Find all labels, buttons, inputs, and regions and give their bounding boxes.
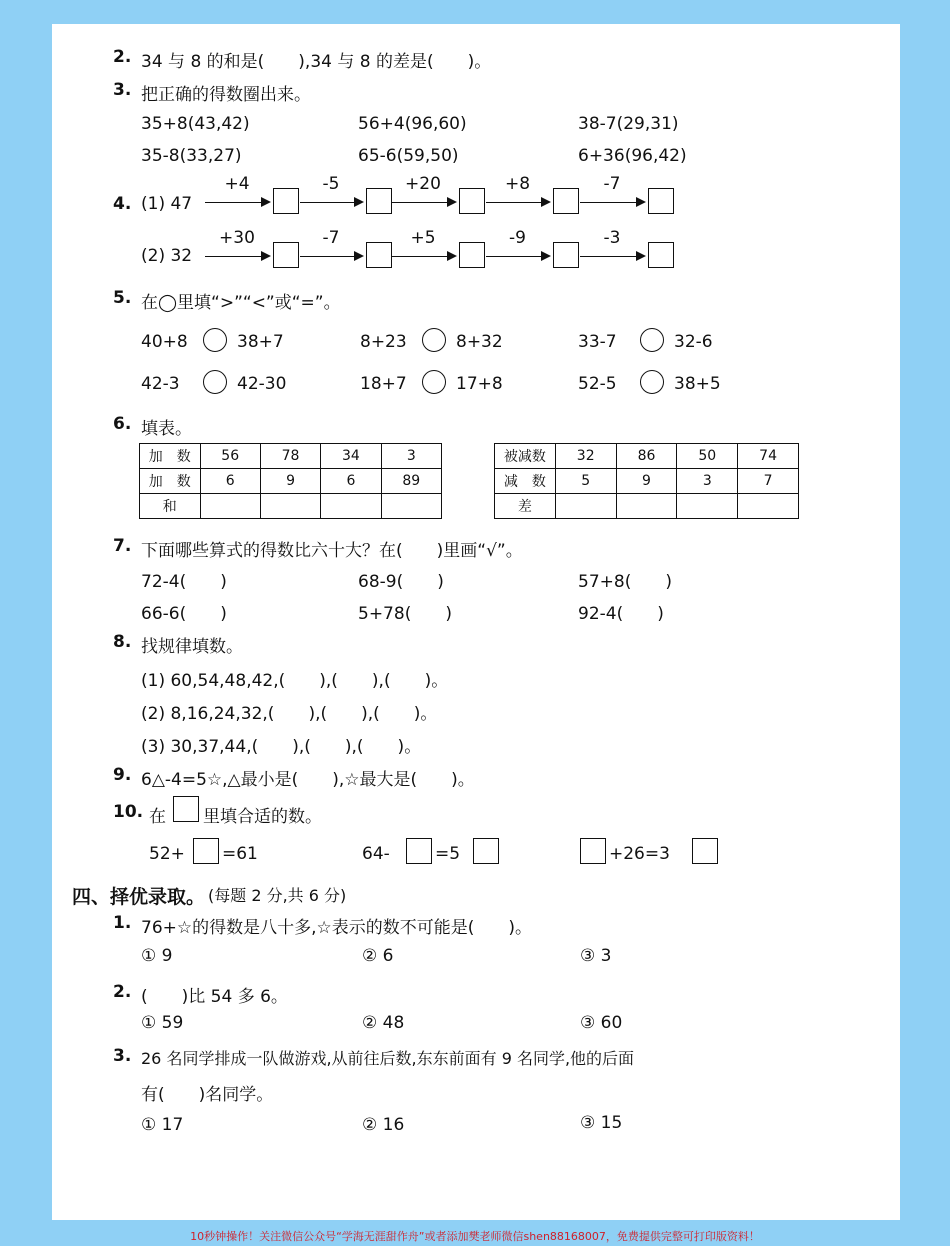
q2-text: 34 与 8 的和是( ),34 与 8 的差是( )。 [141,52,492,72]
q7-item: 92-4( ) [578,604,664,624]
s4q1-option: ③ 3 [580,946,612,966]
q8-row: (3) 30,37,44,( ),( ),( )。 [141,737,422,757]
q4-answer-box[interactable] [366,188,392,214]
s4q2-option: ② 48 [362,1013,405,1033]
table-cell: 6 [321,469,381,494]
table-cell[interactable] [555,494,616,519]
table-cell: 78 [260,444,320,469]
table-cell: 9 [260,469,320,494]
s4q1-text: 76+☆的得数是八十多,☆表示的数不可能是( )。 [141,918,533,938]
q5-compare-circle[interactable] [640,370,664,394]
table-cell[interactable] [738,494,799,519]
q5-left-expression: 8+23 [360,332,407,352]
table-cell[interactable] [321,494,381,519]
q8-number: 8. [113,632,132,652]
q10-eq3-mid: +26=3 [609,844,670,864]
table-cell[interactable] [260,494,320,519]
q3-number: 3. [113,80,132,100]
table-cell: 56 [200,444,260,469]
table-header-cell: 加 数 [140,469,201,494]
q10-eq3-box-b[interactable] [692,838,718,864]
subtraction-table [494,443,799,519]
q3-item: 65-6(59,50) [358,146,459,166]
table-cell: 50 [677,444,738,469]
q3-item: 35+8(43,42) [141,114,250,134]
table-cell[interactable] [677,494,738,519]
q7-item: 72-4( ) [141,572,227,592]
table-cell: 74 [738,444,799,469]
s4q3-line1: 26 名同学排成一队做游戏,从前往后数,东东前面有 9 名同学,他的后面 [141,1049,635,1068]
q4-arrow [486,256,549,257]
table-cell[interactable] [381,494,441,519]
q8-row: (2) 8,16,24,32,( ),( ),( )。 [141,704,438,724]
addition-table [139,443,442,519]
q4-number: 4. [113,194,132,214]
q5-right-expression: 38+7 [237,332,284,352]
q10-eq3-box-a[interactable] [580,838,606,864]
q4-answer-box[interactable] [273,188,299,214]
q10-eq2-mid: =5 [435,844,461,864]
q4-row2-start: (2) 32 [141,246,193,266]
q4-arrow [205,202,269,203]
table-row [140,469,442,494]
section4-note: (每题 2 分,共 6 分) [208,886,347,905]
q5-compare-circle[interactable] [203,370,227,394]
s4q3-option: ③ 15 [580,1113,623,1133]
q5-right-expression: 17+8 [456,374,503,394]
q4-arrow [391,202,455,203]
table-row [495,494,799,519]
q4-answer-box[interactable] [648,242,674,268]
s4q1-option: ① 9 [141,946,173,966]
q5-left-expression: 52-5 [578,374,617,394]
q7-item: 5+78( ) [358,604,452,624]
q10-eq2-box-a[interactable] [406,838,432,864]
footer-notice: 10秒钟操作！关注微信公众号“学海无涯甜作舟”或者添加樊老师微信shen88168007，免费提供完整可打印版资料！ [190,1230,760,1243]
table-row [495,469,799,494]
s4q2-text: ( )比 54 多 6。 [141,987,288,1007]
table-cell: 89 [381,469,441,494]
q3-item: 56+4(96,60) [358,114,467,134]
q4-operation-label: +5 [410,228,436,248]
s4q1-number: 1. [113,913,132,933]
q4-arrow [580,256,644,257]
q4-operation-label: -7 [322,228,340,248]
q5-left-expression: 40+8 [141,332,188,352]
q5-left-expression: 42-3 [141,374,180,394]
q6-number: 6. [113,414,132,434]
q4-operation-label: +4 [224,174,250,194]
q4-operation-label: -9 [509,228,526,248]
table-row [495,444,799,469]
table-header-cell: 被减数 [495,444,556,469]
table-header-cell: 差 [495,494,556,519]
q10-eq1-post: =61 [222,844,258,864]
q7-title: 下面哪些算式的得数比六十大？在( )里画“√”。 [141,541,523,561]
q4-operation-label: -7 [603,174,621,194]
q4-arrow [486,202,549,203]
table-header-cell: 和 [140,494,201,519]
q10-title-pre: 在 [149,807,166,827]
q7-item: 57+8( ) [578,572,672,592]
q4-answer-box[interactable] [459,188,485,214]
q4-answer-box[interactable] [273,242,299,268]
q5-number: 5. [113,288,132,308]
q5-right-expression: 32-6 [674,332,713,352]
q7-number: 7. [113,536,132,556]
s4q3-number: 3. [113,1046,132,1066]
s4q2-option: ③ 60 [580,1013,623,1033]
q5-right-expression: 38+5 [674,374,721,394]
table-cell: 6 [200,469,260,494]
q5-left-expression: 18+7 [360,374,407,394]
table-row [140,494,442,519]
q3-item: 35-8(33,27) [141,146,242,166]
q4-operation-label: +30 [219,228,255,248]
section4-title: 四、择优录取。 [72,886,206,908]
q4-arrow [391,256,455,257]
q4-arrow [205,256,269,257]
table-header-cell: 减 数 [495,469,556,494]
table-cell[interactable] [200,494,260,519]
q10-eq2-pre: 64- [362,844,390,864]
table-cell: 34 [321,444,381,469]
q4-row1-start: (1) 47 [141,194,193,214]
q10-title-post: 里填合适的数。 [203,807,322,827]
q5-right-expression: 8+32 [456,332,503,352]
q10-eq1-box[interactable] [193,838,219,864]
q4-answer-box[interactable] [459,242,485,268]
s4q3-option: ② 16 [362,1115,405,1135]
q4-arrow [300,256,362,257]
q9-text: 6△-4=5☆,△最小是( ),☆最大是( )。 [141,770,475,790]
table-cell: 9 [616,469,677,494]
q9-number: 9. [113,765,132,785]
q5-left-expression: 33-7 [578,332,617,352]
table-cell: 3 [677,469,738,494]
q5-compare-circle[interactable] [422,370,446,394]
q10-number: 10. [113,802,144,822]
q4-answer-box[interactable] [553,242,579,268]
q5-compare-circle[interactable] [640,328,664,352]
q6-title: 填表。 [141,419,192,439]
table-header-cell: 加 数 [140,444,201,469]
q10-eq1-pre: 52+ [149,844,185,864]
table-cell: 86 [616,444,677,469]
q5-compare-circle[interactable] [422,328,446,352]
q7-item: 66-6( ) [141,604,227,624]
q4-operation-label: +20 [405,174,441,194]
q5-compare-circle[interactable] [203,328,227,352]
s4q2-number: 2. [113,982,132,1002]
q10-eq2-box-b[interactable] [473,838,499,864]
q8-title: 找规律填数。 [141,637,243,657]
s4q3-line2: 有( )名同学。 [141,1085,274,1105]
q3-item: 6+36(96,42) [578,146,687,166]
table-cell: 3 [381,444,441,469]
q5-title: 在◯里填“>”“<”或“=”。 [141,293,341,313]
s4q2-option: ① 59 [141,1013,184,1033]
q4-answer-box[interactable] [648,188,674,214]
s4q1-option: ② 6 [362,946,394,966]
q8-row: (1) 60,54,48,42,( ),( ),( )。 [141,671,449,691]
q3-title: 把正确的得数圈出来。 [141,85,311,105]
table-cell[interactable] [616,494,677,519]
q4-operation-label: +8 [504,174,531,194]
q4-answer-box[interactable] [553,188,579,214]
table-cell: 7 [738,469,799,494]
q4-answer-box[interactable] [366,242,392,268]
table-cell: 32 [555,444,616,469]
table-row [140,444,442,469]
q4-arrow [580,202,644,203]
q10-title-box [173,796,199,822]
q4-operation-label: -5 [322,174,340,194]
q7-item: 68-9( ) [358,572,444,592]
q4-operation-label: -3 [603,228,621,248]
q3-item: 38-7(29,31) [578,114,679,134]
q5-right-expression: 42-30 [237,374,287,394]
s4q3-option: ① 17 [141,1115,184,1135]
q2-number: 2. [113,47,132,67]
table-cell: 5 [555,469,616,494]
q4-arrow [300,202,362,203]
